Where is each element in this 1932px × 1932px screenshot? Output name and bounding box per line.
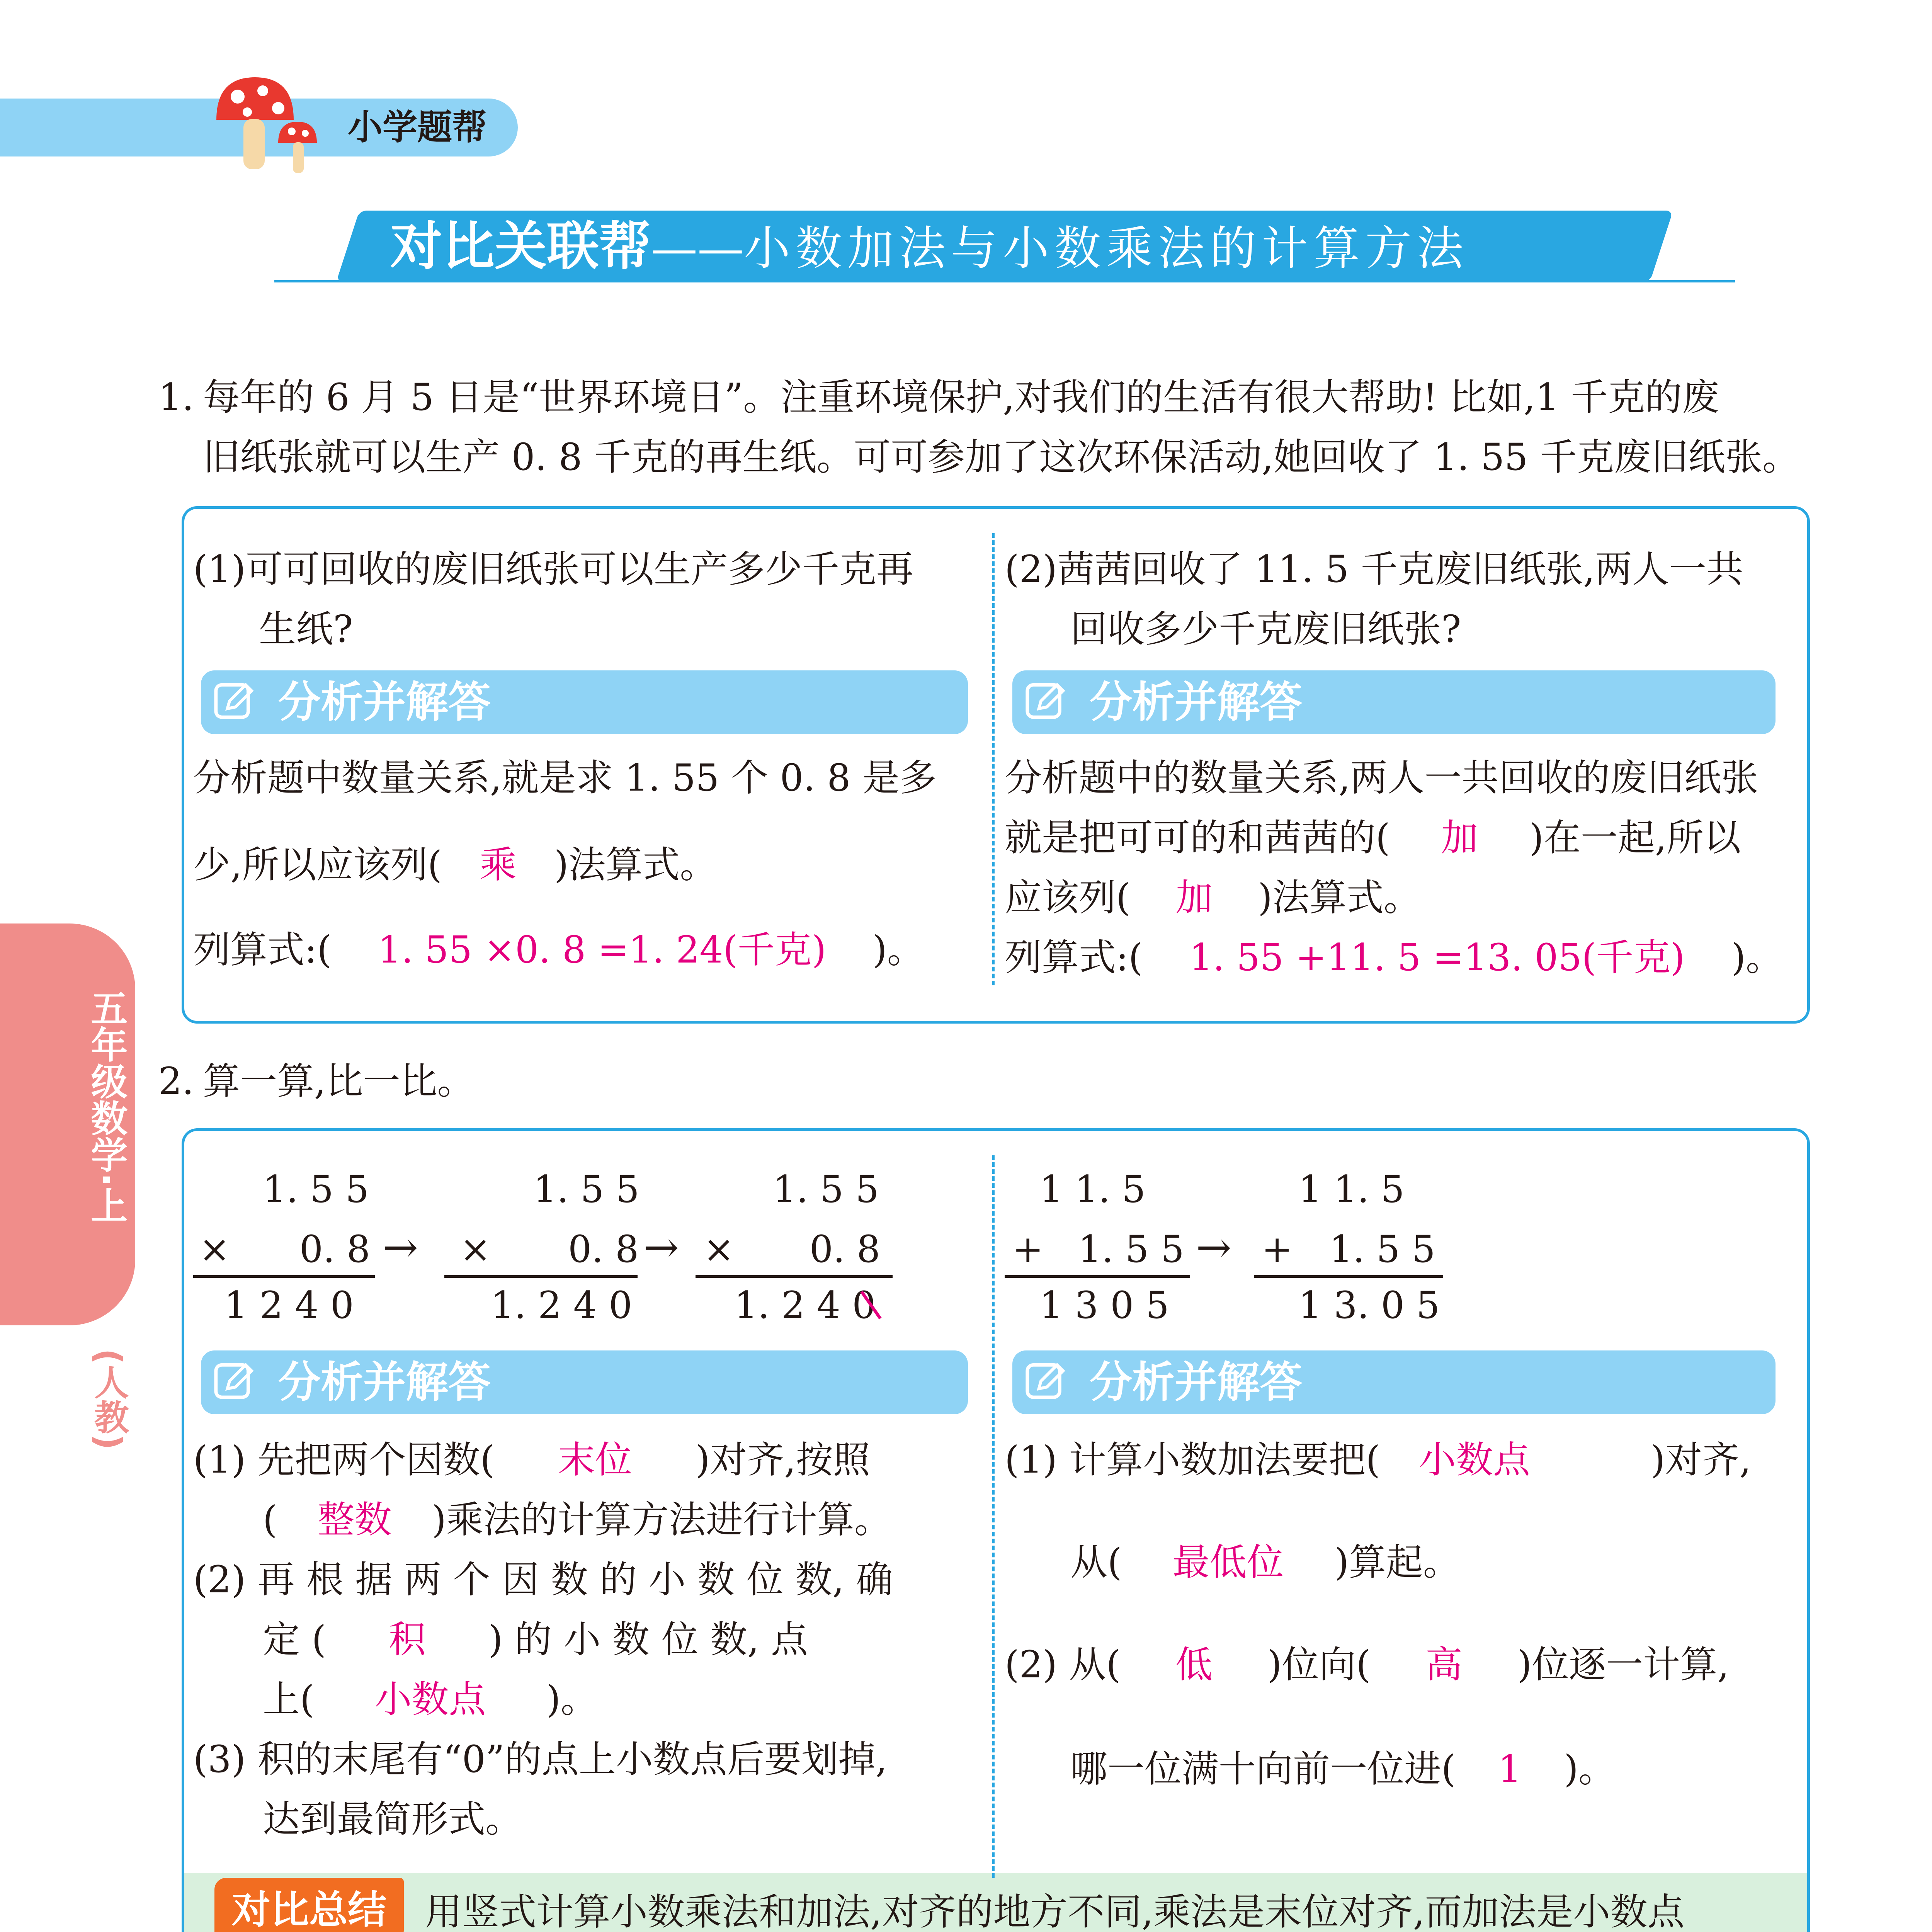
mult-arrow-2: → xyxy=(643,1223,679,1272)
q2-left-line2 xyxy=(263,1490,891,1550)
q1-left-formula xyxy=(193,920,924,980)
q2-right-line2 xyxy=(1070,1532,1460,1592)
q1-left-analysis-label: 分析并解答 xyxy=(278,677,491,727)
q2-left-analysis-bar xyxy=(201,1350,968,1414)
mult-a-top: 1. 5 5 xyxy=(263,1168,369,1211)
q1-right-a3-pre: 应该列( xyxy=(1005,876,1131,919)
q2-right-analysis-label: 分析并解答 xyxy=(1090,1357,1302,1407)
q2-left-l4-pre: 定 ( xyxy=(263,1618,326,1661)
q2-left-analysis-label: 分析并解答 xyxy=(278,1357,491,1407)
q1-right-a2-answer: 加 xyxy=(1441,816,1478,859)
mult-b-result: 1. 2 4 0 xyxy=(491,1284,633,1327)
q2-right-l4-answer: 1 xyxy=(1498,1747,1522,1791)
q2-right-l2-answer: 最低位 xyxy=(1172,1541,1284,1584)
page-title xyxy=(390,211,1469,282)
mult-b-top: 1. 5 5 xyxy=(533,1168,639,1211)
q1-left-answer-line1: 分析题中数量关系,就是求 1. 55 个 0. 8 是多 xyxy=(193,756,937,799)
q2-right-l4-post: )。 xyxy=(1564,1747,1616,1791)
add-a-top: 1 1. 5 xyxy=(1039,1168,1146,1211)
q1-right-analysis-bar xyxy=(1012,670,1776,734)
add-b-bottom: 1. 5 5 xyxy=(1329,1228,1435,1271)
mult-b-bottom: 0. 8 xyxy=(568,1228,639,1271)
q1-right-formula-pre: 列算式:( xyxy=(1005,936,1143,979)
mult-c-bottom: 0. 8 xyxy=(810,1228,881,1271)
add-a-result: 1 3 0 5 xyxy=(1039,1284,1169,1327)
add-a-bottom: 1. 5 5 xyxy=(1078,1228,1184,1271)
q2-left-l5-pre: 上( xyxy=(263,1678,315,1721)
q2-left-line7: 达到最简形式。 xyxy=(263,1798,522,1841)
mult-arrow-1: → xyxy=(383,1223,418,1272)
mult-a-bottom: 0. 8 xyxy=(299,1228,371,1271)
q1-left-a2-pre: 少,所以应该列( xyxy=(193,843,442,886)
q1-left-formula-post: )。 xyxy=(872,928,924,971)
q2-left-l5-answer: 小数点 xyxy=(374,1678,486,1721)
title-main: 对比关联帮 xyxy=(390,216,651,277)
q2-left-l1-answer: 末位 xyxy=(558,1438,632,1481)
mult-c-top: 1. 5 5 xyxy=(773,1168,879,1211)
mult-a-result: 1 2 4 0 xyxy=(224,1284,354,1327)
mult-a-op: × xyxy=(199,1228,230,1271)
q2-left-l1-post: )对齐,按照 xyxy=(695,1438,870,1481)
q2-right-l2-post: )算起。 xyxy=(1334,1541,1460,1584)
pen-icon xyxy=(1024,1359,1066,1401)
add-b-op: + xyxy=(1262,1228,1293,1271)
q2-left-line4 xyxy=(263,1609,808,1670)
q2-left-line1 xyxy=(193,1430,870,1490)
q2-left-line3: (2) 再 根 据 两 个 因 数 的 小 数 位 数, 确 xyxy=(193,1558,893,1601)
q2-right-l3-mid: )位向( xyxy=(1267,1643,1371,1686)
q2-right-line3 xyxy=(1005,1634,1729,1695)
q1-right-formula-post: )。 xyxy=(1731,936,1783,979)
q1-right-analysis-label: 分析并解答 xyxy=(1090,677,1302,727)
q2-left-l5-post: )。 xyxy=(546,1678,598,1721)
q1-left-formula-pre: 列算式:( xyxy=(193,928,332,971)
q1-stem-line1: 每年的 6 月 5 日是“世界环境日”。注重环境保护,对我们的生活有很大帮助! 比如,1 千克的废 xyxy=(203,376,1719,419)
q1-right-a3-answer: 加 xyxy=(1175,876,1213,919)
q1-divider xyxy=(992,533,995,985)
q1-right-answer-line2 xyxy=(1005,808,1741,868)
q1-right-question-line2: 回收多少千克废旧纸张? xyxy=(1070,607,1461,651)
q2-left-l2-answer: 整数 xyxy=(317,1498,392,1541)
summary-line1: 用竖式计算小数乘法和加法,对齐的地方不同,乘法是末位对齐,而加法是小数点 xyxy=(425,1890,1685,1932)
side-tab-edition: (人教) xyxy=(88,1349,129,1450)
q2-left-line6: (3) 积的末尾有“0”的点上小数点后要划掉, xyxy=(193,1738,888,1781)
q1-right-a2-post: )在一起,所以 xyxy=(1529,816,1741,859)
q2-left-l4-post: ) 的 小 数 位 数, 点 xyxy=(488,1618,808,1661)
mult-c-result: 1. 2 4 0 xyxy=(734,1284,876,1327)
q1-right-formula xyxy=(1005,927,1783,988)
q2-right-l2-pre: 从( xyxy=(1070,1541,1122,1584)
q2-right-line4 xyxy=(1070,1739,1616,1799)
q2-right-l3-pre: (2) 从( xyxy=(1005,1643,1121,1686)
pen-icon xyxy=(213,679,255,721)
pen-icon xyxy=(1024,679,1066,721)
q1-right-a2-pre: 就是把可可的和茜茜的( xyxy=(1005,816,1390,859)
q1-number: 1. xyxy=(158,376,194,419)
summary-tag: 对比总结 xyxy=(214,1878,404,1932)
mushroom-icon xyxy=(201,70,332,178)
q1-left-analysis-bar xyxy=(201,670,968,734)
mult-b-op: × xyxy=(460,1228,491,1271)
brand-label: 小学题帮 xyxy=(348,107,487,148)
q2-right-l1-answer: 小数点 xyxy=(1418,1438,1530,1481)
q2-right-l1-post: )对齐, xyxy=(1650,1438,1751,1481)
q1-right-a3-post: )法算式。 xyxy=(1258,876,1421,919)
q1-right-answer-line3 xyxy=(1005,867,1421,928)
side-tab-grade: 五年级数学·上 xyxy=(85,989,128,1224)
add-a-op: + xyxy=(1012,1228,1044,1271)
q2-right-l4-pre: 哪一位满十向前一位进( xyxy=(1070,1747,1456,1791)
q1-left-question-line1: (1)可可回收的废旧纸张可以生产多少千克再 xyxy=(193,548,913,591)
q1-left-formula-answer: 1. 55 ×0. 8 =1. 24(千克) xyxy=(378,928,827,971)
q2-right-l3-post: )位逐一计算, xyxy=(1517,1643,1729,1686)
q2-right-line1 xyxy=(1005,1430,1751,1490)
q2-right-l3-answer2: 高 xyxy=(1425,1643,1463,1686)
q1-left-answer-line2 xyxy=(193,835,717,895)
q2-right-l1-pre: (1) 计算小数加法要把( xyxy=(1005,1438,1380,1481)
pen-icon xyxy=(213,1359,255,1401)
q2-right-analysis-bar xyxy=(1012,1350,1776,1414)
add-b-top: 1 1. 5 xyxy=(1298,1168,1405,1211)
q1-stem-line2: 旧纸张就可以生产 0. 8 千克的再生纸。可可参加了这次环保活动,她回收了 1. 55 千克废旧纸张。 xyxy=(203,435,1800,479)
q1-right-formula-answer: 1. 55 +11. 5 =13. 05(千克) xyxy=(1189,936,1685,979)
q2-divider xyxy=(992,1155,995,1878)
title-dash: —— xyxy=(651,222,744,276)
q1-left-question-line2: 生纸? xyxy=(259,607,353,651)
q2-title: 算一算,比一比。 xyxy=(203,1060,474,1103)
add-arrow: → xyxy=(1196,1223,1232,1272)
q1-right-answer-line1: 分析题中的数量关系,两人一共回收的废旧纸张 xyxy=(1005,756,1759,799)
q2-left-l2-pre: ( xyxy=(263,1498,277,1541)
mult-c-op: × xyxy=(703,1228,735,1271)
add-b-result: 1 3. 0 5 xyxy=(1298,1284,1440,1327)
q1-right-question-line1: (2)茜茜回收了 11. 5 千克废旧纸张,两人一共 xyxy=(1005,548,1743,591)
q2-left-line5 xyxy=(263,1669,598,1730)
q1-left-a2-post: )法算式。 xyxy=(554,843,717,886)
q1-left-a2-answer: 乘 xyxy=(479,843,517,886)
q2-left-l1-pre: (1) 先把两个因数( xyxy=(193,1438,495,1481)
q2-right-l3-answer: 低 xyxy=(1175,1643,1213,1686)
title-sub: 小数加法与小数乘法的计算方法 xyxy=(744,222,1469,276)
q2-left-l2-post: )乘法的计算方法进行计算。 xyxy=(432,1498,891,1541)
q2-number: 2. xyxy=(158,1060,194,1103)
q2-left-l4-answer: 积 xyxy=(388,1618,426,1661)
